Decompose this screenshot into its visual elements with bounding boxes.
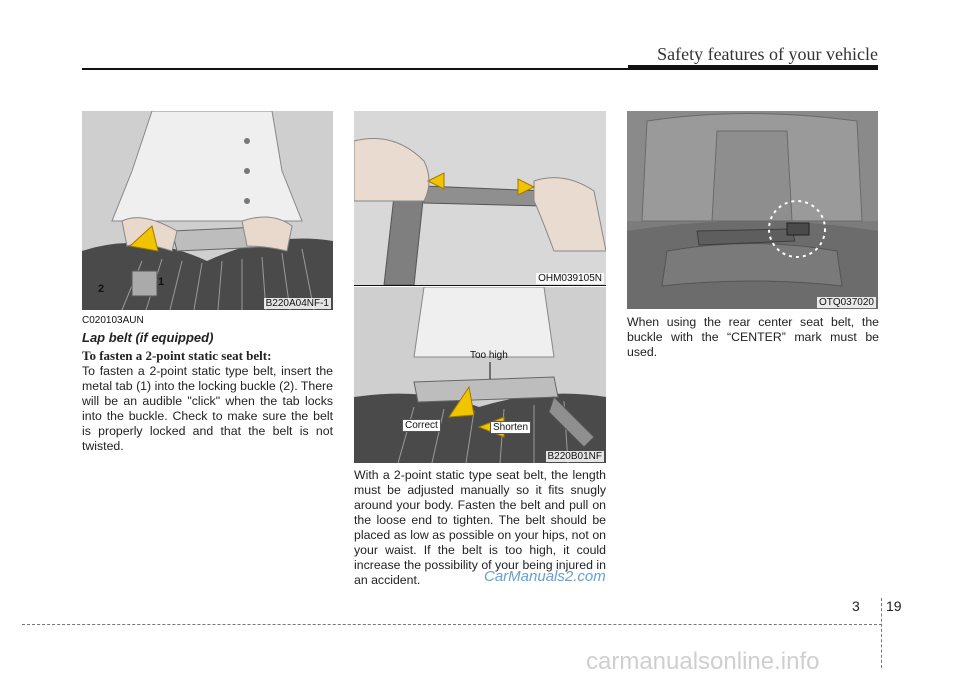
figure-belt-position — [354, 287, 606, 463]
callout-2: 2 — [98, 283, 105, 295]
belt-position-illustration — [354, 287, 606, 463]
figure-code: B220B01NF — [547, 451, 602, 462]
header-rule-accent — [628, 65, 878, 70]
figure-code: OTQ037020 — [818, 297, 874, 308]
rear-seat-illustration — [627, 111, 878, 309]
site-watermark: carmanualsonline.info — [586, 648, 820, 675]
footer-rule — [22, 624, 882, 625]
callout-correct: Correct — [402, 419, 441, 432]
section-title: Safety features of your vehicle — [657, 44, 878, 64]
subheading: To fasten a 2-point static seat belt: — [82, 348, 272, 363]
figure-code: B220A04NF-1 — [265, 298, 329, 309]
figure-divider — [354, 285, 606, 286]
body-paragraph: To fasten a 2-point static type belt, insert the metal tab (1) into the locking buckle (2). There will be an audible "click" when the tab locks into the buckle. Check to make sure the belt is properly locked and that the belt is not twisted. — [82, 364, 333, 453]
callout-shorten: Shorten — [490, 421, 531, 434]
figure-belt-adjust — [354, 111, 606, 285]
lap-belt-illustration — [82, 111, 333, 310]
figure-rear-center-seat — [627, 111, 878, 309]
section-code: C020103AUN — [82, 315, 144, 326]
page-number: 19 — [886, 598, 902, 614]
figure-lap-belt-fasten — [82, 111, 333, 310]
figure-code: OHM039105N — [538, 273, 602, 284]
body-paragraph: With a 2-point static type seat belt, the length must be adjusted manually so it fits snugly around your body. Fasten the belt and pull on the loose end to tighten. The belt should be placed as low as possible on your hips, not on your waist. If the belt is too high, it could increase the possibility of your being injured in an accident. — [354, 468, 606, 587]
section-heading: Lap belt (if equipped) — [82, 330, 214, 345]
callout-1: 1 — [158, 276, 165, 288]
callout-too-high: Too high — [470, 350, 508, 361]
body-paragraph: When using the rear center seat belt, the buckle with the “CENTER” mark must be used. — [627, 315, 879, 359]
belt-adjust-illustration — [354, 111, 606, 285]
chapter-number: 3 — [852, 598, 860, 614]
watermark: CarManuals2.com — [484, 568, 606, 585]
footer-divider — [881, 598, 882, 668]
